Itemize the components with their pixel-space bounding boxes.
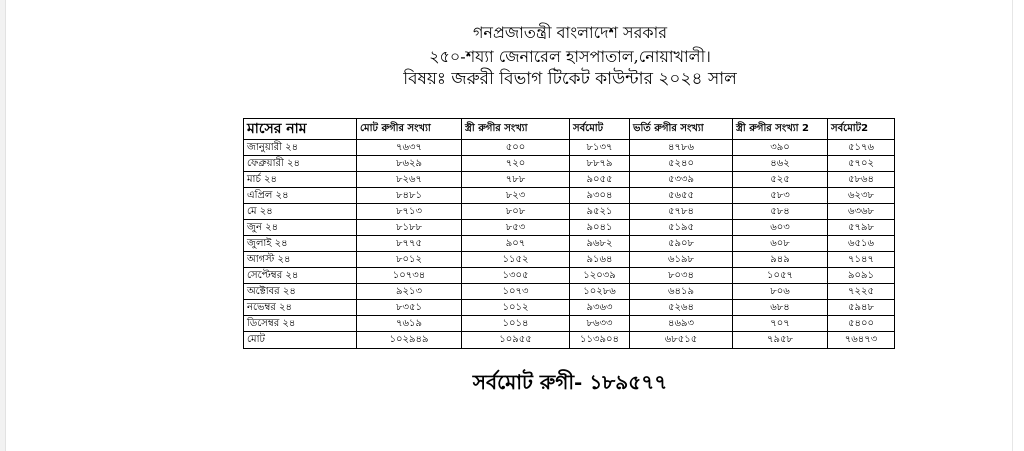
value-cell: ৭০৭ [733, 316, 828, 332]
value-cell: ৮৭৭৫ [357, 236, 462, 252]
value-cell: ৫৮৩ [733, 188, 828, 204]
value-cell: ৫৬৫৫ [630, 188, 733, 204]
table-row [244, 236, 895, 252]
total-value-cell: ৭৬৪৭৩ [828, 332, 895, 349]
value-cell: ১০১২ [462, 300, 570, 316]
total-value-cell: ১১৩৯০৪ [570, 332, 630, 349]
value-cell: ১৩০৫ [462, 268, 570, 284]
table-row [244, 300, 895, 316]
value-cell: ৮৩৫১ [357, 300, 462, 316]
value-cell: ১০৭৩৪ [357, 268, 462, 284]
value-cell: ৯০৭ [462, 236, 570, 252]
value-cell: ৮৫৩ [462, 220, 570, 236]
value-cell: ৫৭০২ [828, 156, 895, 172]
hospital-heading: ২৫০-শয্যা জেনারেল হাসপাতাল,নোয়াখালী। [429, 47, 711, 66]
column-header-total-patients: মোট রুগীর সংখ্যা [357, 119, 462, 140]
column-header-female-patients-2: স্ত্রী রুগীর সংখ্যা 2 [733, 119, 828, 140]
value-cell: ৮০১২ [357, 252, 462, 268]
month-cell: ডিসেম্বর ২৪ [244, 316, 357, 332]
table-row [244, 316, 895, 332]
value-cell: ১২০৩৯ [570, 268, 630, 284]
table-row [244, 140, 895, 156]
total-row [244, 332, 895, 349]
value-cell: ৮১৩৭ [570, 140, 630, 156]
month-cell: ফেব্রুয়ারী ২৪ [244, 156, 357, 172]
value-cell: ৯০৫৫ [570, 172, 630, 188]
column-header-month: মাসের নাম [244, 119, 357, 140]
value-cell: ৬৫১৬ [828, 236, 895, 252]
total-value-cell: ১০৯৫৫ [462, 332, 570, 349]
value-cell: ৪৬২ [733, 156, 828, 172]
value-cell: ৫০০ [462, 140, 570, 156]
value-cell: ৬৩৬৮ [828, 204, 895, 220]
value-cell: ৮৮৭৯ [570, 156, 630, 172]
table-row [244, 284, 895, 300]
month-cell: জানুয়ারী ২৪ [244, 140, 357, 156]
value-cell: ১০৫৭ [733, 268, 828, 284]
value-cell: ৯৫২১ [570, 204, 630, 220]
value-cell: ৭২২৫ [828, 284, 895, 300]
month-cell: এপ্রিল ২৪ [244, 188, 357, 204]
value-cell: ৫২৫ [733, 172, 828, 188]
value-cell: ৮১৮৮ [357, 220, 462, 236]
table-row [244, 268, 895, 284]
ticket-counter-table [243, 118, 895, 349]
left-frame-edge [0, 0, 6, 451]
value-cell: ৫২৬৪ [630, 300, 733, 316]
value-cell: ৮৬৩৩ [570, 316, 630, 332]
value-cell: ৮০৮ [462, 204, 570, 220]
table-row [244, 252, 895, 268]
table-row [244, 220, 895, 236]
value-cell: ৫৯০৮ [630, 236, 733, 252]
value-cell: ৮৪৮১ [357, 188, 462, 204]
table-row [244, 204, 895, 220]
value-cell: ৭১৪৭ [828, 252, 895, 268]
subject-heading: বিষয়ঃ জরুরী বিভাগ টিকেট কাউন্টার ২০২৪ সাল [403, 69, 737, 89]
table-row [244, 156, 895, 172]
value-cell: ৫৪০০ [828, 316, 895, 332]
total-value-cell: ৬৮৫১৫ [630, 332, 733, 349]
value-cell: ৬৮৪ [733, 300, 828, 316]
month-cell: জুন ২৪ [244, 220, 357, 236]
value-cell: ৯৩০৪ [570, 188, 630, 204]
value-cell: ৭৬১৯ [357, 316, 462, 332]
value-cell: ৬২৩৮ [828, 188, 895, 204]
value-cell: ৮৭১৩ [357, 204, 462, 220]
month-cell: সেপ্টেম্বর ২৪ [244, 268, 357, 284]
value-cell: ৮২৬৭ [357, 172, 462, 188]
month-cell: আগস্ট ২৪ [244, 252, 357, 268]
value-cell: ৫১৯৫ [630, 220, 733, 236]
column-header-admitted-patients: ভর্তি রুগীর সংখ্যা [630, 119, 733, 140]
value-cell: ৫৩৩৯ [630, 172, 733, 188]
value-cell: ৬০৩ [733, 220, 828, 236]
value-cell: ৯৩৬৩ [570, 300, 630, 316]
value-cell: ৬৪১৯ [630, 284, 733, 300]
value-cell: ৫৭৯৮ [828, 220, 895, 236]
month-cell: জুলাই ২৪ [244, 236, 357, 252]
value-cell: ৭৮৮ [462, 172, 570, 188]
total-value-cell: ৭৯৫৮ [733, 332, 828, 349]
value-cell: ৮০৬ [733, 284, 828, 300]
value-cell: ৭৬৩৭ [357, 140, 462, 156]
value-cell: ৮২৩ [462, 188, 570, 204]
month-cell: মে ২৪ [244, 204, 357, 220]
table-row [244, 172, 895, 188]
total-value-cell: ১০২৯৪৯ [357, 332, 462, 349]
column-header-grand-total: সর্বমোট [570, 119, 630, 140]
month-cell: অক্টোবর ২৪ [244, 284, 357, 300]
value-cell: ১০১৪ [462, 316, 570, 332]
value-cell: ৫৭৮৪ [630, 204, 733, 220]
right-frame-edge [1012, 0, 1024, 451]
value-cell: ৯০৪১ [570, 220, 630, 236]
value-cell: ৯০৯১ [828, 268, 895, 284]
value-cell: ৮৬২৯ [357, 156, 462, 172]
value-cell: ৯২১৩ [357, 284, 462, 300]
value-cell: ৫২৪০ [630, 156, 733, 172]
value-cell: ১১৫২ [462, 252, 570, 268]
value-cell: ৫৯৪৮ [828, 300, 895, 316]
value-cell: ৬১৯৮ [630, 252, 733, 268]
value-cell: ৫৮৬৪ [828, 172, 895, 188]
value-cell: ৪৬৯৩ [630, 316, 733, 332]
value-cell: ৯৬৮২ [570, 236, 630, 252]
table-header-row [244, 119, 895, 140]
value-cell: ৯১৬৪ [570, 252, 630, 268]
column-header-female-patients: স্ত্রী রুগীর সংখ্যা [462, 119, 570, 140]
column-header-grand-total-2: সর্বমোট2 [828, 119, 895, 140]
total-label-cell: মোট [244, 332, 357, 349]
value-cell: ৩৯০ [733, 140, 828, 156]
value-cell: ৬০৮ [733, 236, 828, 252]
value-cell: ৪৭৮৬ [630, 140, 733, 156]
value-cell: ৯৪৯ [733, 252, 828, 268]
value-cell: ৮০৩৪ [630, 268, 733, 284]
table-row [244, 188, 895, 204]
month-cell: নভেম্বর ২৪ [244, 300, 357, 316]
government-heading: গনপ্রজাতন্ত্রী বাংলাদেশ সরকার [472, 23, 668, 42]
month-cell: মার্চ ২৪ [244, 172, 357, 188]
value-cell: ১০৭৩ [462, 284, 570, 300]
value-cell: ৫১৭৬ [828, 140, 895, 156]
grand-total-patients: সর্বমোট রুগী- ১৮৯৫৭৭ [472, 370, 668, 394]
value-cell: ৫৮৪ [733, 204, 828, 220]
value-cell: ৭২০ [462, 156, 570, 172]
value-cell: ১০২৮৬ [570, 284, 630, 300]
